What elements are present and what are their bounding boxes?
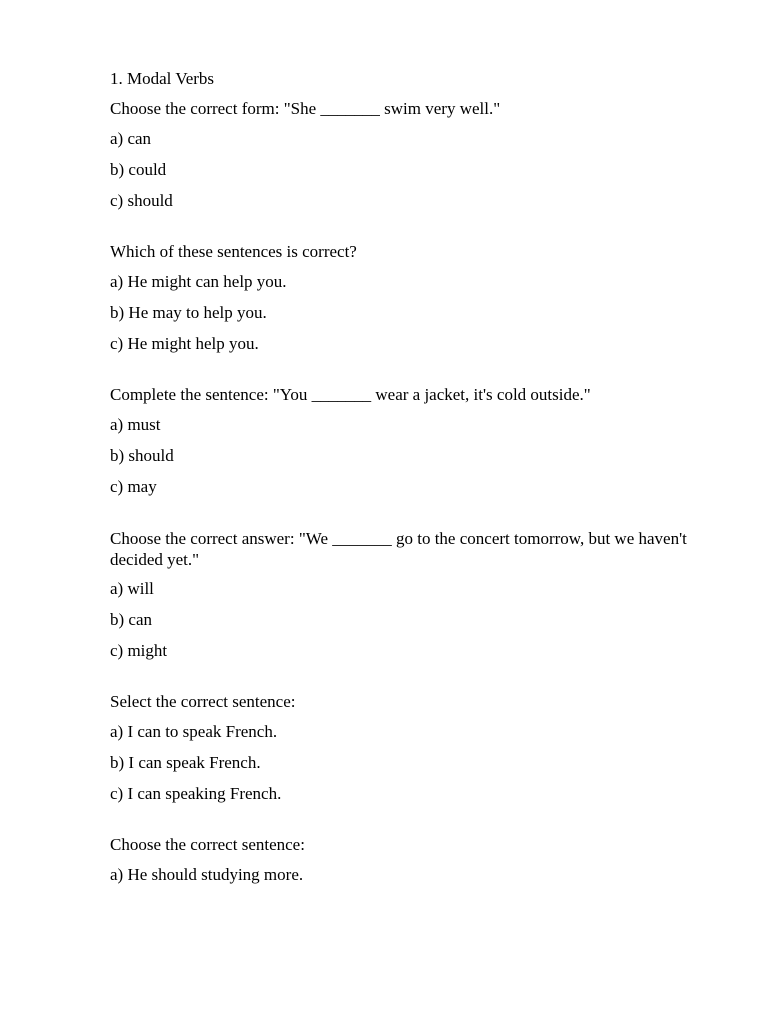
answer-option: c) may bbox=[110, 477, 157, 496]
answer-option: c) I can speaking French. bbox=[110, 784, 282, 803]
section-title: 1. Modal Verbs bbox=[110, 69, 215, 88]
answer-option: b) can bbox=[110, 610, 153, 629]
answer-option: b) He may to help you. bbox=[110, 303, 267, 322]
answer-option: b) should bbox=[110, 446, 174, 465]
answer-option: b) could bbox=[110, 160, 167, 179]
question-prompt: Choose the correct answer: "We _______ go to the concert tomorrow, but we haven't decided yet." bbox=[110, 529, 687, 569]
answer-option: b) I can speak French. bbox=[110, 753, 261, 772]
question-block bbox=[110, 835, 690, 885]
answer-option: c) He might help you. bbox=[110, 334, 259, 353]
document-content bbox=[110, 69, 690, 916]
question-block bbox=[110, 528, 690, 661]
answer-option: a) He should studying more. bbox=[110, 865, 304, 884]
question-prompt: Complete the sentence: "You _______ wear a jacket, it's cold outside." bbox=[110, 385, 591, 404]
question-block bbox=[110, 242, 690, 354]
question-prompt: Choose the correct sentence: bbox=[110, 835, 305, 854]
question-prompt: Select the correct sentence: bbox=[110, 692, 296, 711]
answer-option: a) He might can help you. bbox=[110, 272, 287, 291]
question-block bbox=[110, 385, 690, 497]
question-block bbox=[110, 692, 690, 804]
answer-option: a) I can to speak French. bbox=[110, 722, 278, 741]
answer-option: a) will bbox=[110, 579, 154, 598]
answer-option: a) must bbox=[110, 415, 161, 434]
question-block bbox=[110, 99, 690, 211]
answer-option: c) might bbox=[110, 641, 168, 660]
answer-option: c) should bbox=[110, 191, 173, 210]
question-prompt: Which of these sentences is correct? bbox=[110, 242, 357, 261]
answer-option: a) can bbox=[110, 129, 152, 148]
question-prompt: Choose the correct form: "She _______ swim very well." bbox=[110, 99, 501, 118]
